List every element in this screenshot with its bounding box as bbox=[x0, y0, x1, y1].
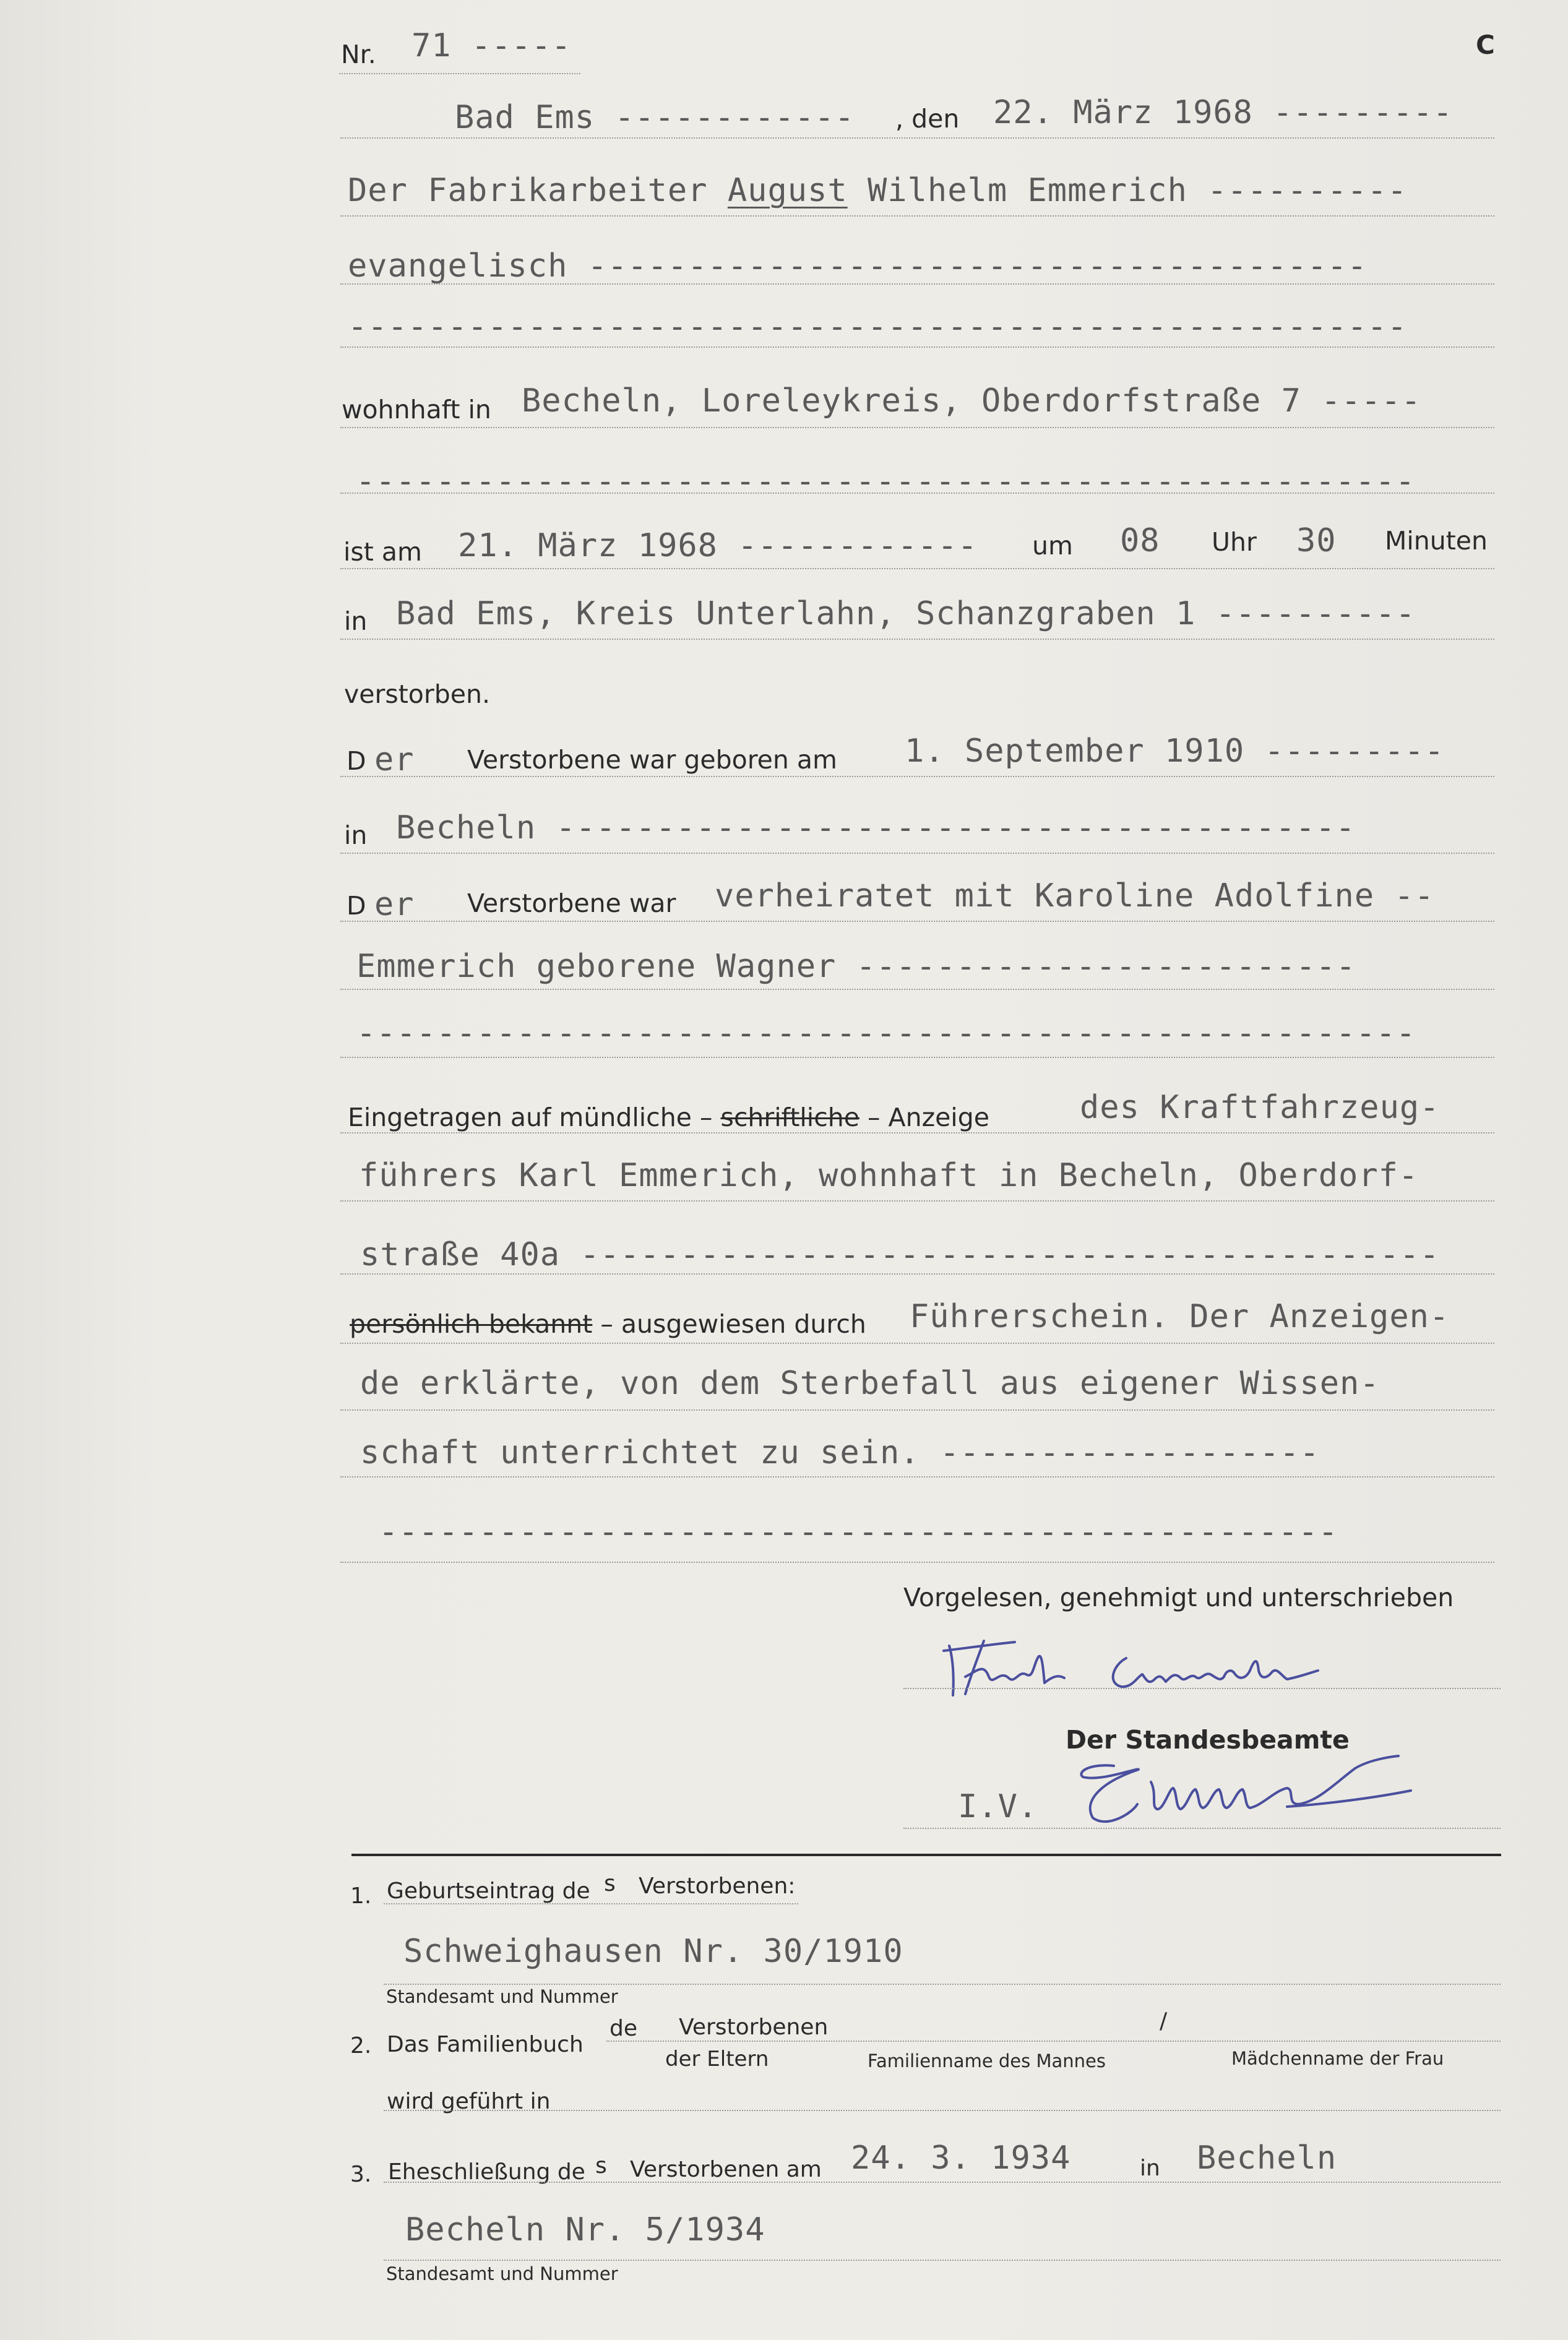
marital-d-prefix: D bbox=[347, 891, 366, 921]
registrar-signature bbox=[1064, 1745, 1485, 1831]
death-place: Bad Ems, Kreis Unterlahn, Schanzgraben 1 ---------- bbox=[396, 595, 1416, 632]
note-3-label-b: Verstorbenen am bbox=[630, 2157, 822, 2182]
note-3-line bbox=[384, 2182, 1501, 2183]
note-2-caption-woman: Mädchenname der Frau bbox=[1231, 2048, 1444, 2069]
note-2-value-line bbox=[384, 2110, 1501, 2111]
entry-line-2 bbox=[340, 1200, 1494, 1202]
verstorben-label: verstorben. bbox=[344, 679, 490, 709]
birth-place-label: in bbox=[344, 820, 368, 850]
birth-der-typed: er bbox=[374, 741, 415, 778]
note-2-number: 2. bbox=[350, 2033, 372, 2058]
residence-continuation: ----------------------------------------------------- bbox=[356, 463, 1416, 500]
identification-line-1-rule bbox=[340, 1343, 1494, 1344]
note-1-label-b: Verstorbenen: bbox=[639, 1873, 796, 1899]
marital-line-2 bbox=[340, 989, 1494, 990]
record-number-label: Nr. bbox=[341, 40, 376, 69]
note-1-s: s bbox=[604, 1871, 616, 1896]
note-1-caption: Standesamt und Nummer bbox=[386, 1986, 618, 2007]
note-3-place: Becheln bbox=[1197, 2140, 1337, 2177]
date-label: , den bbox=[895, 104, 960, 134]
registrar-signature-line bbox=[903, 1828, 1501, 1829]
identification-line-3-rule bbox=[340, 1476, 1494, 1478]
note-1-value: Schweighausen Nr. 30/1910 bbox=[403, 1933, 903, 1970]
blank-dash-line: ----------------------------------------------------- bbox=[348, 308, 1408, 345]
informant-line-3: straße 40a ------------------------------------------- bbox=[360, 1236, 1440, 1273]
note-3-date: 24. 3. 1934 bbox=[851, 2140, 1071, 2177]
death-minute: 30 bbox=[1296, 522, 1337, 559]
blank-line-1 bbox=[340, 346, 1494, 348]
person-line bbox=[340, 215, 1494, 217]
birth-date: 1. September 1910 --------- bbox=[905, 733, 1445, 770]
marital-status-3: ----------------------------------------------------- bbox=[356, 1015, 1416, 1052]
entry-label: Eingetragen auf mündliche – schriftliche – Anzeige bbox=[348, 1103, 989, 1132]
registry-place: Bad Ems ------------ bbox=[455, 99, 855, 136]
note-3-number: 3. bbox=[350, 2162, 372, 2187]
note-3-caption: Standesamt und Nummer bbox=[386, 2263, 618, 2284]
person-occupation: Der Fabrikarbeiter August Wilhelm Emmerich ---------- bbox=[348, 172, 1408, 209]
residence: Becheln, Loreleykreis, Oberdorfstraße 7 ----- bbox=[522, 382, 1421, 419]
identification-line-4: ------------------------------------------------ bbox=[379, 1513, 1338, 1551]
note-2-option-deceased: Verstorbenen bbox=[679, 2015, 829, 2040]
birth-d-prefix: D bbox=[347, 746, 366, 776]
identification-struck: persönlich bekannt bbox=[350, 1309, 593, 1339]
marital-status-2: Emmerich geborene Wagner ------------------------- bbox=[356, 948, 1356, 985]
death-hour: 08 bbox=[1120, 522, 1160, 559]
death-time-line bbox=[340, 568, 1494, 569]
residence-label: wohnhaft in bbox=[342, 395, 491, 424]
record-number-line bbox=[339, 73, 580, 74]
religion-line bbox=[340, 283, 1494, 285]
registry-date: 22. März 1968 --------- bbox=[993, 94, 1454, 131]
note-3-label-a: Eheschließung de bbox=[388, 2159, 585, 2185]
place-date-line bbox=[340, 137, 1494, 139]
note-2-option-parents: der Eltern bbox=[665, 2047, 769, 2071]
note-3-s: s bbox=[595, 2153, 607, 2179]
marital-line-1 bbox=[340, 921, 1494, 922]
marital-der-typed: er bbox=[374, 886, 415, 923]
death-date: 21. März 1968 ------------ bbox=[458, 527, 978, 564]
death-place-line bbox=[340, 639, 1494, 640]
note-1-value-line bbox=[384, 1984, 1501, 1985]
registrar-label: Der Standesbeamte bbox=[1066, 1725, 1350, 1755]
death-place-label: in bbox=[344, 606, 368, 636]
residence-line bbox=[340, 427, 1494, 428]
note-2-caption-man: Familienname des Mannes bbox=[868, 2050, 1106, 2071]
entry-line-1 bbox=[340, 1132, 1494, 1133]
note-1-label-a: Geburtseintrag de bbox=[387, 1878, 590, 1904]
identification-line-2: de erklärte, von dem Sterbefall aus eigener Wissen- bbox=[360, 1365, 1380, 1402]
identification-line-1: Führerschein. Der Anzeigen- bbox=[910, 1298, 1450, 1335]
religion: evangelisch --------------------------------------- bbox=[348, 247, 1368, 285]
minuten-label: Minuten bbox=[1385, 526, 1488, 556]
birth-place-line bbox=[340, 853, 1494, 854]
note-3-value-line bbox=[384, 2260, 1501, 2261]
marital-label: Verstorbene war bbox=[467, 888, 676, 918]
birth-label: Verstorbene war geboren am bbox=[467, 745, 837, 775]
notes-separator bbox=[351, 1854, 1501, 1856]
corner-letter: C bbox=[1476, 30, 1495, 60]
informant-signature bbox=[941, 1633, 1374, 1708]
person-first-name: August bbox=[727, 172, 848, 209]
note-2-slash: / bbox=[1160, 2008, 1168, 2034]
identification-line-2-rule bbox=[340, 1409, 1494, 1411]
note-3-value: Becheln Nr. 5/1934 bbox=[405, 2211, 765, 2248]
blank-line-2 bbox=[340, 493, 1494, 494]
note-3-in: in bbox=[1140, 2156, 1160, 2181]
marital-status-1: verheiratet mit Karoline Adolfine -- bbox=[715, 877, 1435, 914]
informant-signature-line bbox=[903, 1688, 1501, 1689]
note-2-label: Das Familienbuch bbox=[387, 2032, 584, 2057]
identification-line-3: schaft unterrichtet zu sein. ------------------- bbox=[360, 1434, 1320, 1471]
entry-struck-written: schriftliche bbox=[720, 1103, 859, 1132]
um-label: um bbox=[1032, 531, 1073, 561]
informant-line-1: des Kraftfahrzeug- bbox=[1080, 1089, 1440, 1126]
note-2-label-2: wird geführt in bbox=[387, 2089, 551, 2114]
note-2-de: de bbox=[610, 2016, 637, 2041]
marital-line-3 bbox=[340, 1057, 1494, 1058]
iv-label: I.V. bbox=[958, 1788, 1038, 1825]
read-approved-label: Vorgelesen, genehmigt und unterschrieben bbox=[903, 1583, 1454, 1612]
identification-line-4-rule bbox=[340, 1562, 1494, 1563]
note-2-line bbox=[606, 2041, 1501, 2042]
entry-line-3 bbox=[340, 1273, 1494, 1275]
birth-place: Becheln ---------------------------------------- bbox=[396, 809, 1356, 846]
note-1-label-line bbox=[384, 1903, 798, 1904]
birth-date-line bbox=[340, 776, 1494, 777]
death-date-label: ist am bbox=[343, 537, 422, 567]
informant-line-2: führers Karl Emmerich, wohnhaft in Becheln, Oberdorf- bbox=[359, 1157, 1419, 1194]
uhr-label: Uhr bbox=[1212, 527, 1257, 557]
record-number-value: 71 ----- bbox=[411, 27, 572, 64]
note-1-number: 1. bbox=[350, 1883, 372, 1909]
identification-label: persönlich bekannt – ausgewiesen durch bbox=[350, 1309, 866, 1339]
